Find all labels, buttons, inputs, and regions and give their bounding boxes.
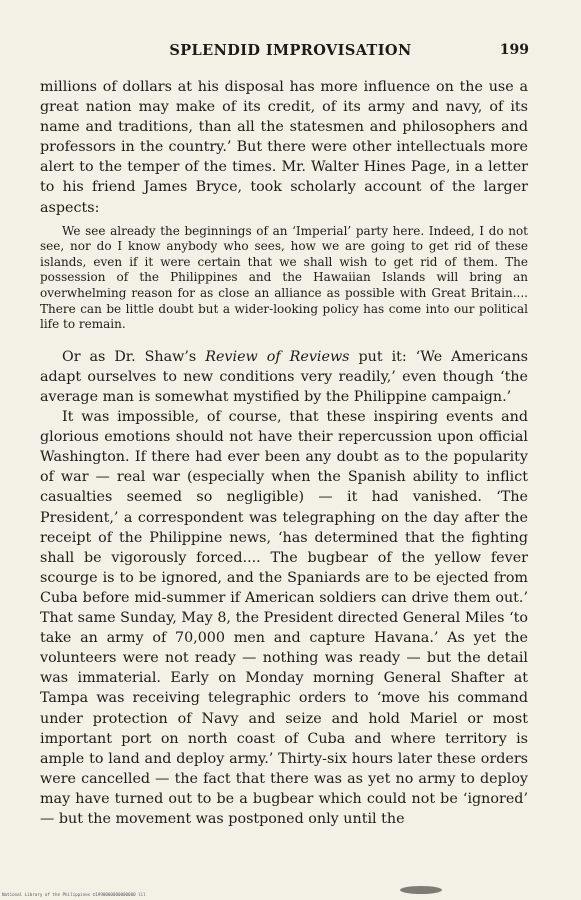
block-quote-text: We see already the beginnings of an ‘Imperial’ party here. Indeed, I do not see, nor do I know anybody who sees, how we are going to get rid of these islands, even if it were certain that we shall wish to get rid of them. The possession of the Philippines and the Hawaiian Islands will bring an overwhelming reason for as close an alliance as possible with Great Britain.... There can be little doubt but a wider-looking policy has come into our political life to remain. bbox=[40, 223, 528, 332]
ink-smudge bbox=[400, 886, 442, 894]
page-number: 199 bbox=[499, 42, 529, 58]
journal-title: Review of Reviews bbox=[205, 348, 350, 365]
paragraph-1: millions of dollars at his disposal has more influence on the use a great nation may make of its credit, of its army and navy, of its name and traditions, than all the statesmen and philosophers and professors in the country.’ But there were other intellectuals more alert to the temper of the times. Mr. Walter Hines Page, in a letter to his friend James Bryce, took scholarly account of the larger aspects: bbox=[40, 79, 528, 216]
body-text bbox=[40, 77, 528, 829]
scan-footer-note: National Library of the Philippines ©1990000000000000 lil bbox=[2, 892, 146, 897]
running-head: SPLENDID IMPROVISATION bbox=[169, 42, 412, 59]
page-header bbox=[40, 42, 541, 62]
paragraph-2 bbox=[40, 347, 528, 407]
block-quote bbox=[40, 224, 528, 333]
paragraph-3: It was impossible, of course, that these inspiring events and glorious emotions should not have their repercussion upon official Washington. If there had ever been any doubt as to the popularity of war — real war (especially when the Spanish ability to inflict casualties seemed so negligible) — it had vanished. ‘The President,’ a correspondent was telegraphing on the day after the receipt of the Philippine news, ‘has determined that the fighting shall be vigorously forced.... The bugbear of the yellow fever scourge is to be ignored, and the Spaniards are to be ejected from Cuba before mid-summer if American soldiers can drive them out.’ That same Sunday, May 8, the President directed General Miles ‘to take an army of 70,000 men and capture Havana.’ As yet the volunteers were not ready — nothing was ready — but the detail was immaterial. Early on Monday morning General Shafter at Tampa was receiving telegraphic orders to ‘move his command under protection of Navy and seize and hold Mariel or most important port on north coast of Cuba and where territory is ample to land and deploy army.’ Thirty-six hours later these orders were cancelled — the fact that there was as yet no army to deploy may have turned out to be a bugbear which could not be ‘ignored’ — but the movement was postponed only until the bbox=[40, 409, 528, 827]
paragraph-2-end: put it: ‘We Americans adapt ourselves to new conditions very readily,’ even though ‘the average man is somewhat mystified by the Philippine campaign.’ bbox=[40, 348, 528, 405]
paragraph-2-start: Or as Dr. Shaw’s bbox=[62, 348, 206, 365]
